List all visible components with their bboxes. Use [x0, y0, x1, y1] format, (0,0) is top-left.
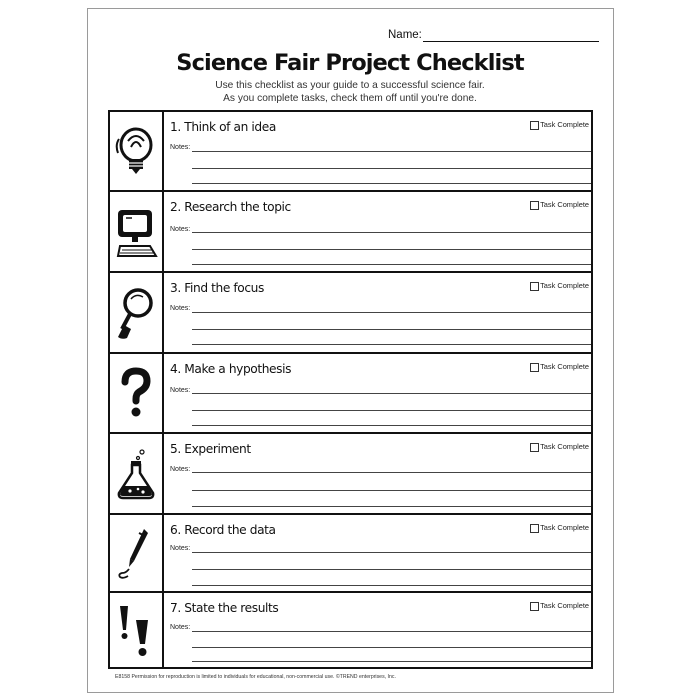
note-line[interactable]: [192, 151, 591, 152]
task-complete-checkbox[interactable]: [530, 200, 589, 210]
checkbox-box[interactable]: [530, 282, 539, 291]
task-complete-label: Task Complete: [540, 523, 589, 532]
note-line[interactable]: [192, 410, 591, 411]
step-title: 2. Research the topic: [170, 200, 291, 214]
notes-label: Notes:: [170, 387, 191, 394]
checklist-table: [108, 110, 593, 669]
notes-label: Notes:: [170, 226, 191, 233]
note-line[interactable]: [192, 647, 591, 648]
task-complete-checkbox[interactable]: [530, 601, 589, 611]
task-complete-label: Task Complete: [540, 442, 589, 451]
note-line[interactable]: [192, 552, 591, 553]
notes-label: Notes:: [170, 144, 191, 151]
checkbox-box[interactable]: [530, 121, 539, 130]
note-line[interactable]: [192, 506, 591, 507]
note-line[interactable]: [192, 425, 591, 426]
task-complete-checkbox[interactable]: [530, 281, 589, 291]
icon-cell: [110, 273, 164, 352]
exclamation-mark-icon: [114, 602, 158, 658]
checkbox-box[interactable]: [530, 602, 539, 611]
checklist-row-1: [110, 112, 591, 192]
icon-cell: [110, 354, 164, 432]
checklist-row-4: [110, 354, 591, 434]
task-complete-checkbox[interactable]: [530, 442, 589, 452]
icon-cell: [110, 192, 164, 271]
note-line[interactable]: [192, 329, 591, 330]
page-subtitle: [150, 80, 550, 105]
note-line[interactable]: [192, 393, 591, 394]
checkbox-box[interactable]: [530, 201, 539, 210]
checklist-row-2: [110, 192, 591, 273]
task-complete-label: Task Complete: [540, 601, 589, 610]
note-line[interactable]: [192, 312, 591, 313]
step-title: 1. Think of an idea: [170, 120, 276, 134]
step-title: 7. State the results: [170, 601, 279, 615]
task-complete-checkbox[interactable]: [530, 362, 589, 372]
step-title: 6. Record the data: [170, 523, 276, 537]
notes-label: Notes:: [170, 466, 191, 473]
computer-icon: [114, 204, 158, 260]
icon-cell: [110, 112, 164, 190]
task-complete-label: Task Complete: [540, 281, 589, 290]
name-label: Name:: [388, 29, 422, 41]
icon-cell: [110, 593, 164, 667]
step-title: 4. Make a hypothesis: [170, 362, 292, 376]
name-field[interactable]: [388, 28, 600, 42]
checklist-row-5: [110, 434, 591, 515]
lightbulb-icon: [114, 123, 158, 179]
note-line[interactable]: [192, 585, 591, 586]
checklist-row-6: [110, 515, 591, 593]
name-blank-line[interactable]: [423, 31, 599, 42]
question-mark-icon: [114, 365, 158, 421]
note-line[interactable]: [192, 490, 591, 491]
task-complete-label: Task Complete: [540, 362, 589, 371]
note-line[interactable]: [192, 264, 591, 265]
notes-label: Notes:: [170, 305, 191, 312]
note-line[interactable]: [192, 183, 591, 184]
notes-label: Notes:: [170, 624, 191, 631]
step-title: 3. Find the focus: [170, 281, 264, 295]
checklist-row-3: [110, 273, 591, 354]
task-complete-checkbox[interactable]: [530, 120, 589, 130]
checkbox-box[interactable]: [530, 363, 539, 372]
page-title: Science Fair Project Checklist: [176, 50, 524, 76]
step-title: 5. Experiment: [170, 442, 251, 456]
icon-cell: [110, 434, 164, 513]
note-line[interactable]: [192, 631, 591, 632]
checklist-row-7: [110, 593, 591, 667]
note-line[interactable]: [192, 232, 591, 233]
checkbox-box[interactable]: [530, 524, 539, 533]
task-complete-label: Task Complete: [540, 200, 589, 209]
copyright-footer: E8158 Permission for reproduction is limited to individuals for educational, non-commercial use. ©TREND enterprises, Inc.: [115, 674, 396, 680]
note-line[interactable]: [192, 168, 591, 169]
icon-cell: [110, 515, 164, 591]
notes-label: Notes:: [170, 545, 191, 552]
pen-icon: [114, 525, 158, 581]
note-line[interactable]: [192, 661, 591, 662]
task-complete-checkbox[interactable]: [530, 523, 589, 533]
note-line[interactable]: [192, 472, 591, 473]
magnifying-glass-icon: [114, 285, 158, 341]
note-line[interactable]: [192, 344, 591, 345]
flask-icon: [114, 446, 158, 502]
task-complete-label: Task Complete: [540, 120, 589, 129]
note-line[interactable]: [192, 249, 591, 250]
subtitle-line-1: Use this checklist as your guide to a successful science fair.: [215, 80, 485, 91]
subtitle-line-2: As you complete tasks, check them off until you're done.: [223, 92, 477, 104]
checkbox-box[interactable]: [530, 443, 539, 452]
note-line[interactable]: [192, 569, 591, 570]
